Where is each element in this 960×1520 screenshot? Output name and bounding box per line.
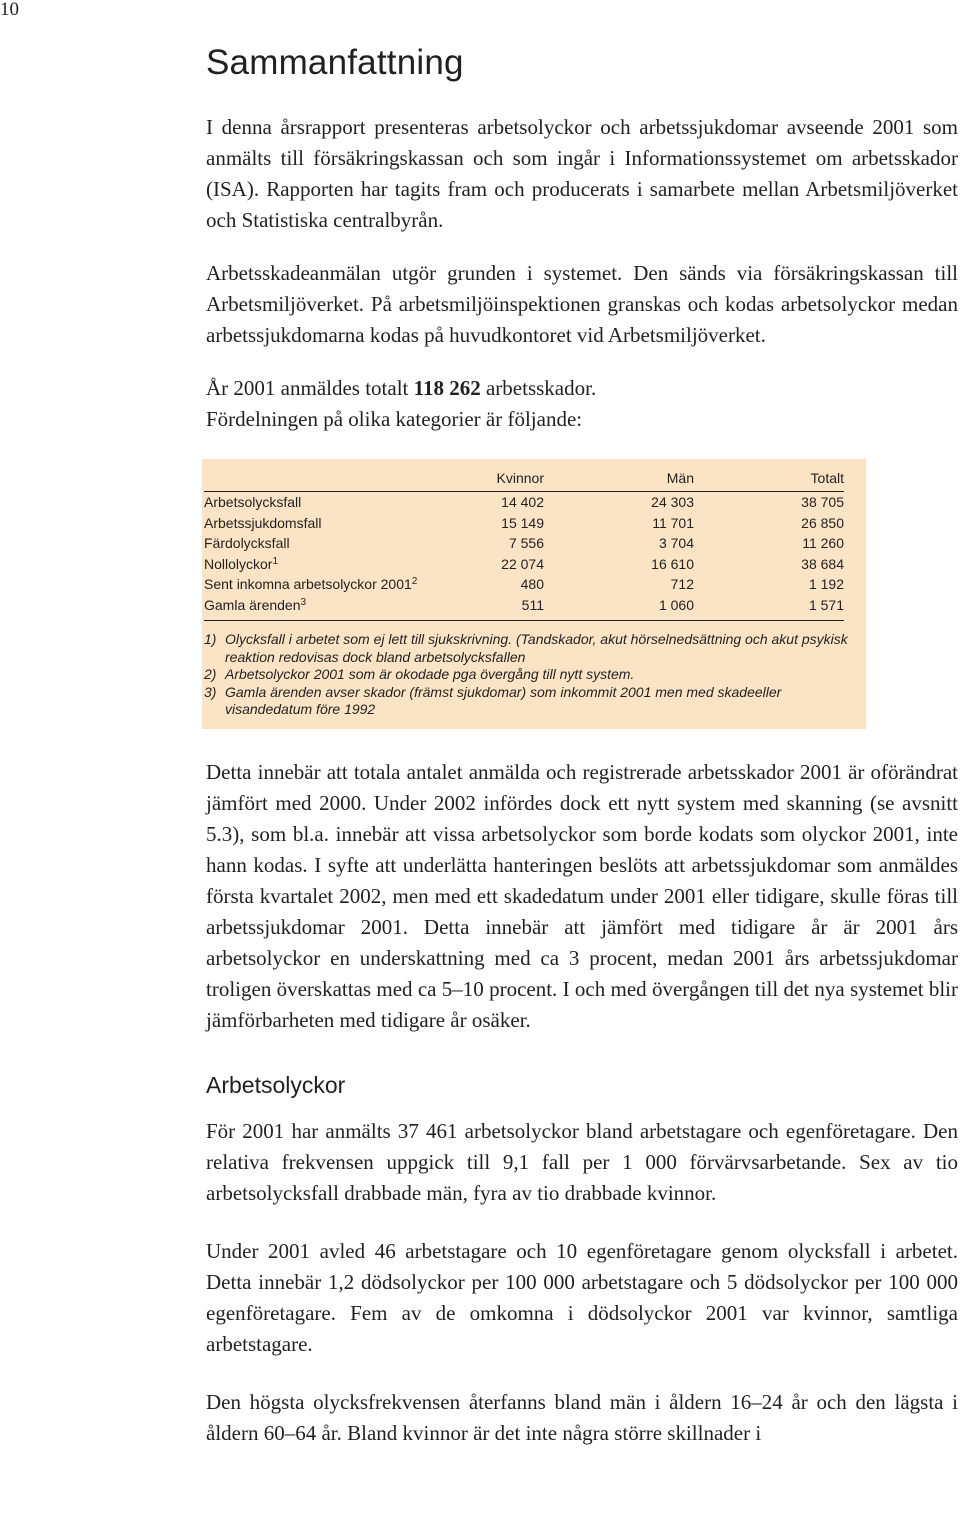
- table-row: [204, 595, 844, 621]
- footnote-marker: 2: [411, 576, 418, 588]
- cell-kvinnor: 511: [454, 595, 544, 621]
- footnote-number: 2): [204, 666, 217, 682]
- row-label: [204, 533, 454, 554]
- cell-kvinnor: 7 556: [508, 535, 544, 552]
- cell-kvinnor: 22 074: [501, 555, 544, 572]
- section-heading: Arbetsolyckor: [206, 1071, 346, 1098]
- table-row: [204, 513, 844, 534]
- header-man: Män: [544, 467, 694, 492]
- row-label-text: Arbetssjukdomsfall: [204, 514, 322, 531]
- row-label-text: Nollolyckor: [204, 555, 273, 572]
- cell-totalt: 38 684: [801, 555, 844, 572]
- table-row: [204, 574, 844, 595]
- row-label-text: Sent inkomna arbetsolyckor 2001: [204, 576, 412, 593]
- header-label: [204, 467, 454, 492]
- page-content: [206, 40, 958, 1449]
- summary-line-2: Fördelningen på olika kategorier är följande:: [206, 407, 583, 431]
- summary-suffix: arbetsskador.: [480, 376, 597, 400]
- cell-totalt: 1 192: [808, 576, 844, 593]
- header-totalt: Totalt: [694, 467, 844, 492]
- table-footnotes: [204, 631, 866, 719]
- table-header-row: [204, 467, 844, 492]
- summary-total: 118 262: [413, 376, 481, 400]
- table-row: [204, 533, 844, 554]
- section-paragraph-3: Den högsta olycksfrekvensen återfanns bland män i åldern 16–24 år och den lägsta i åldern 60–64 år. Bland kvinnor är det inte några större skillnader i: [206, 1389, 958, 1445]
- cell-man: 11 701: [652, 514, 694, 531]
- footnote-text: Arbetsolyckor 2001 som är okodade pga övergång till nytt system.: [225, 666, 635, 682]
- footnote: [204, 631, 866, 666]
- intro-paragraph-1: I denna årsrapport presenteras arbetsolyckor och arbetssjukdomar avseende 2001 som anmälts till försäkringskassan och som ingår i Informationssystemet om arbetsskador (ISA). Rapporten har tagits fram och producerats i samarbete mellan Arbetsmiljöverket och Statistiska centralbyrån.: [206, 115, 958, 232]
- cell-kvinnor: 480: [520, 576, 544, 593]
- intro-paragraph-2: Arbetsskadeanmälan utgör grunden i systemet. Den sänds via försäkringskassan till Arbetsmiljöverket. På arbetsmiljöinspektionen granskas och kodas arbetsolyckor medan arbetssjukdomarna kodas på huvudkontoret vid Arbetsmiljöverket.: [206, 261, 958, 347]
- statistics-table: [204, 467, 844, 621]
- after-table-paragraph: Detta innebär att totala antalet anmälda och registrerade arbetsskador 2001 är oförändrat jämfört med 2000. Under 2002 infördes dock ett nytt system med skanning (se avsnitt 5.3), som bl.a. innebär att vissa arbetsolyckor som borde kodats som olyckor 2001, inte hann kodas. I syfte att underlätta hanteringen beslöts att arbetssjukdomar som anmäldes första kvartalet 2002, men med ett skadedatum under 2001 eller tidigare, skulle föras till arbetssjukdomar 2001. Detta innebär att jämfört med tidigare år är 2001 års arbetsolyckor en underskattning med ca 3 procent, medan 2001 års arbetssjukdomar troligen överskattas med ca 5–10 procent. I och med övergången till det nya systemet blir jämförbarheten med tidigare år osäker.: [206, 759, 958, 1032]
- cell-man: 3 704: [658, 535, 694, 552]
- cell-totalt: 1 571: [694, 595, 844, 621]
- row-label: [204, 595, 454, 621]
- section-paragraph-1: För 2001 har anmälts 37 461 arbetsolyckor bland arbetstagare och egenföretagare. Den relativa frekvensen uppgick till 9,1 fall per 1 000 förvärvsarbetande. Sex av tio arbetsolycksfall drabbade män, fyra av tio drabbade kvinnor.: [206, 1118, 958, 1205]
- summary-line-1: [206, 373, 958, 404]
- footnote-marker: 3: [300, 596, 307, 608]
- cell-totalt: 26 850: [801, 514, 844, 531]
- table-row: [204, 492, 844, 513]
- page-number: 10: [0, 0, 19, 20]
- page-title: Sammanfattning: [206, 43, 464, 82]
- cell-totalt: 11 260: [802, 535, 844, 552]
- cell-man: 24 303: [651, 494, 694, 511]
- footnote: [204, 666, 866, 684]
- section-paragraph-2: Under 2001 avled 46 arbetstagare och 10 egenföretagare genom olycksfall i arbetet. Detta innebär 1,2 dödsolyckor per 100 000 arbetstagare och 5 dödsolyckor per 100 000 egenföretagare. Fem av de omkomna i dödsolyckor 2001 var kvinnor, samtliga arbetstagare.: [206, 1238, 958, 1356]
- summary-prefix: År 2001 anmäldes totalt: [206, 376, 414, 400]
- header-kvinnor: Kvinnor: [454, 467, 544, 492]
- statistics-box: [202, 459, 866, 729]
- footnote-text: Gamla ärenden avser skador (främst sjukdomar) som inkommit 2001 men med skadeeller visandedatum före 1992: [225, 683, 782, 717]
- footnote-number: 1): [204, 631, 217, 647]
- row-label-text: Arbetsolycksfall: [204, 494, 302, 511]
- cell-man: 16 610: [651, 555, 694, 572]
- footnote-marker: 1: [272, 555, 279, 567]
- cell-man: 712: [670, 576, 694, 593]
- row-label: [204, 492, 454, 513]
- footnote-text: Olycksfall i arbetet som ej lett till sjukskrivning. (Tandskador, akut hörselnedsättning och akut psykisk reaktion redovisas dock bland arbetsolycksfallen: [225, 631, 848, 665]
- row-label-text: Gamla ärenden: [204, 596, 301, 613]
- row-label: [204, 513, 454, 534]
- cell-totalt: 38 705: [801, 494, 844, 511]
- footnote-number: 3): [204, 683, 217, 700]
- row-label: [204, 554, 454, 575]
- footnote: [204, 684, 866, 719]
- row-label-text: Färdolycksfall: [204, 535, 290, 552]
- cell-kvinnor: 14 402: [501, 494, 544, 511]
- cell-man: 1 060: [544, 595, 694, 621]
- cell-kvinnor: 15 149: [501, 514, 544, 531]
- table-row: [204, 554, 844, 575]
- row-label: [204, 574, 454, 595]
